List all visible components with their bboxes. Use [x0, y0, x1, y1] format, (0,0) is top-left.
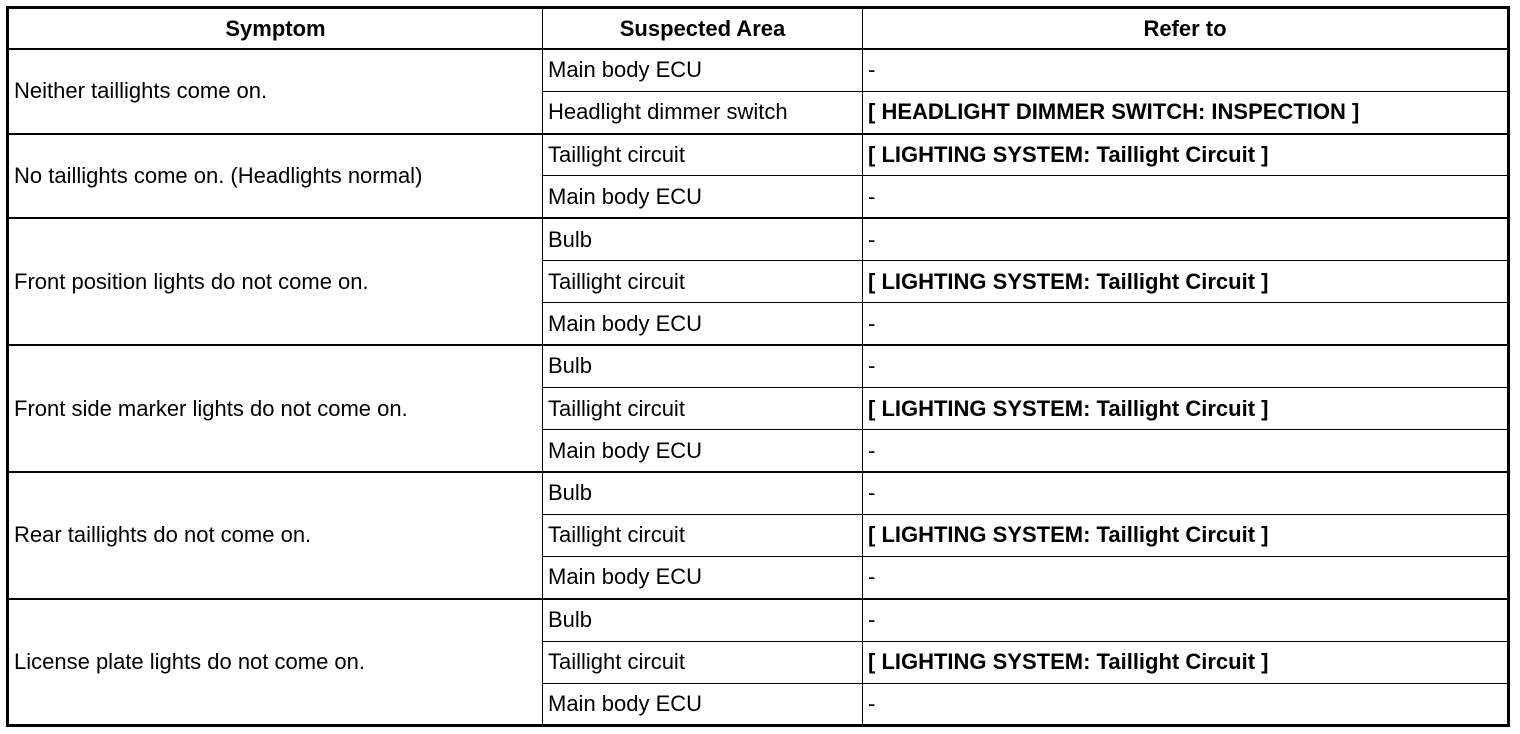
symptom-cell: License plate lights do not come on.: [8, 599, 543, 726]
suspected-area-cell: Bulb: [543, 599, 863, 641]
refer-to-cell: -: [863, 472, 1509, 514]
symptom-cell: Front position lights do not come on.: [8, 218, 543, 345]
header-suspected-area: Suspected Area: [543, 8, 863, 50]
table-header: [8, 8, 1509, 50]
symptom-cell: Front side marker lights do not come on.: [8, 345, 543, 472]
refer-to-cell: -: [863, 557, 1509, 599]
refer-to-cell: -: [863, 345, 1509, 387]
problem-symptoms-table: [6, 6, 1510, 727]
suspected-area-cell: Main body ECU: [543, 557, 863, 599]
symptom-cell: Neither taillights come on.: [8, 49, 543, 134]
symptom-cell: Rear taillights do not come on.: [8, 472, 543, 599]
suspected-area-cell: Taillight circuit: [543, 641, 863, 683]
refer-to-cell: -: [863, 430, 1509, 472]
refer-to-link[interactable]: [ LIGHTING SYSTEM: Taillight Circuit ]: [863, 134, 1509, 176]
header-symptom: Symptom: [8, 8, 543, 50]
symptom-cell: No taillights come on. (Headlights normal): [8, 134, 543, 219]
table-row: [8, 49, 1509, 91]
suspected-area-cell: Headlight dimmer switch: [543, 91, 863, 133]
suspected-area-cell: Bulb: [543, 345, 863, 387]
table-row: [8, 472, 1509, 514]
suspected-area-cell: Main body ECU: [543, 176, 863, 218]
suspected-area-cell: Bulb: [543, 218, 863, 260]
header-refer-to: Refer to: [863, 8, 1509, 50]
table-row: [8, 599, 1509, 641]
suspected-area-cell: Taillight circuit: [543, 514, 863, 556]
refer-to-link[interactable]: [ LIGHTING SYSTEM: Taillight Circuit ]: [863, 260, 1509, 302]
table-body: [8, 49, 1509, 726]
refer-to-link[interactable]: [ LIGHTING SYSTEM: Taillight Circuit ]: [863, 641, 1509, 683]
suspected-area-cell: Taillight circuit: [543, 387, 863, 429]
refer-to-link[interactable]: [ LIGHTING SYSTEM: Taillight Circuit ]: [863, 387, 1509, 429]
refer-to-cell: -: [863, 49, 1509, 91]
suspected-area-cell: Taillight circuit: [543, 134, 863, 176]
table-row: [8, 345, 1509, 387]
refer-to-cell: -: [863, 218, 1509, 260]
suspected-area-cell: Bulb: [543, 472, 863, 514]
refer-to-link[interactable]: [ HEADLIGHT DIMMER SWITCH: INSPECTION ]: [863, 91, 1509, 133]
suspected-area-cell: Taillight circuit: [543, 260, 863, 302]
header-row: [8, 8, 1509, 50]
table-row: [8, 218, 1509, 260]
refer-to-cell: -: [863, 176, 1509, 218]
refer-to-link[interactable]: [ LIGHTING SYSTEM: Taillight Circuit ]: [863, 514, 1509, 556]
suspected-area-cell: Main body ECU: [543, 430, 863, 472]
suspected-area-cell: Main body ECU: [543, 49, 863, 91]
refer-to-cell: -: [863, 303, 1509, 345]
refer-to-cell: -: [863, 599, 1509, 641]
suspected-area-cell: Main body ECU: [543, 683, 863, 725]
table-row: [8, 134, 1509, 176]
refer-to-cell: -: [863, 683, 1509, 725]
suspected-area-cell: Main body ECU: [543, 303, 863, 345]
